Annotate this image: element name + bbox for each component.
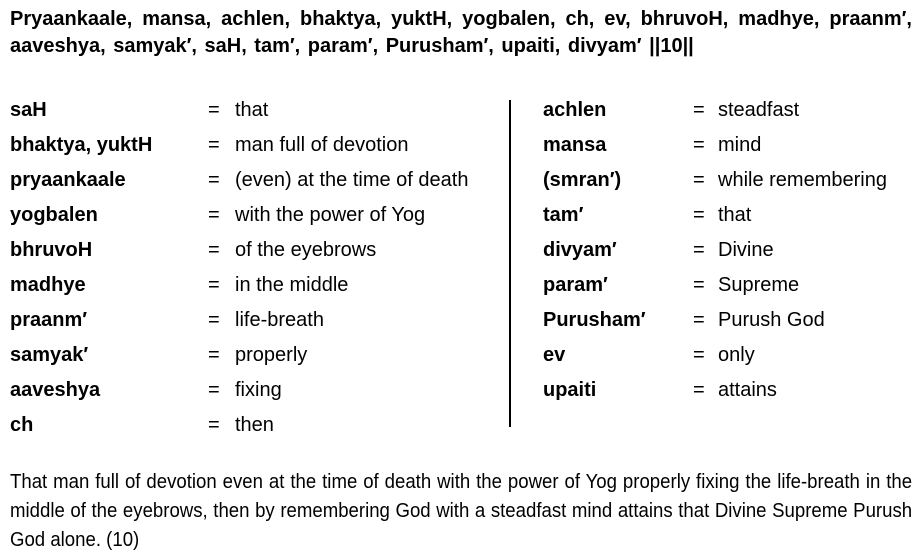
column-divider [509,100,511,427]
gloss-word: param′ [543,274,608,296]
gloss-meaning: fixing [235,379,282,401]
glossary-row [10,306,500,341]
gloss-meaning: steadfast [718,99,800,121]
gloss-word: samyak′ [10,344,89,366]
glossary-row [543,96,913,131]
gloss-word: bhaktya, yuktH [10,134,153,156]
equals-sign: = [208,379,220,401]
glossary-row [543,166,913,201]
gloss-meaning: then [235,414,274,436]
glossary-row [543,131,913,166]
gloss-word: mansa [543,134,607,156]
equals-sign: = [208,239,220,261]
glossary-row [10,341,500,376]
equals-sign: = [208,99,220,121]
gloss-meaning: that [235,99,269,121]
gloss-word: ch [10,414,34,436]
equals-sign: = [693,344,705,366]
equals-sign: = [693,134,705,156]
gloss-word: yogbalen [10,204,98,226]
gloss-meaning: man full of devotion [235,134,409,156]
equals-sign: = [208,204,220,226]
gloss-meaning: that [718,204,752,226]
equals-sign: = [693,239,705,261]
glossary-row [10,96,500,131]
gloss-word: Purusham′ [543,309,646,331]
gloss-word: (smran′) [543,169,622,191]
gloss-meaning: attains [718,379,777,401]
equals-sign: = [693,169,705,191]
verse-number-mark: ||10|| [641,35,694,57]
gloss-meaning: of the eyebrows [235,239,377,261]
gloss-meaning: life-breath [235,309,324,331]
gloss-meaning: mind [718,134,762,156]
gloss-word: aaveshya [10,379,101,401]
equals-sign: = [693,379,705,401]
equals-sign: = [208,414,220,436]
gloss-word: bhruvoH [10,239,93,261]
equals-sign: = [693,99,705,121]
glossary-row [543,306,913,341]
verse-text [10,6,912,60]
equals-sign: = [208,344,220,366]
glossary-left-column [10,96,500,446]
glossary-row [10,411,500,446]
equals-sign: = [208,309,220,331]
gloss-meaning: properly [235,344,308,366]
glossary-row [543,376,913,411]
gloss-meaning: in the middle [235,274,349,296]
gloss-word: pryaankaale [10,169,126,191]
glossary-right-column [543,96,913,411]
glossary-row [543,201,913,236]
glossary-row [10,131,500,166]
glossary-row [543,341,913,376]
verse-words: Pryaankaale, mansa, achlen, bhaktya, yuktH, yogbalen, ch, ev, bhruvoH, madhye, praanm′, aaveshya, samyak′, saH, tam′, param′, Purusham′, upaiti, divyam′ [10,8,912,57]
glossary-row [10,201,500,236]
gloss-word: saH [10,99,47,121]
glossary-row [10,271,500,306]
gloss-word: praanm′ [10,309,88,331]
gloss-meaning: Purush God [718,309,825,331]
gloss-meaning: Supreme [718,274,800,296]
gloss-word: madhye [10,274,86,296]
gloss-word: achlen [543,99,607,121]
glossary-row [10,236,500,271]
gloss-word: divyam′ [543,239,617,261]
glossary-row [10,166,500,201]
gloss-word: upaiti [543,379,597,401]
gloss-meaning: (even) at the time of death [235,169,469,191]
glossary-row [10,376,500,411]
glossary-row [543,271,913,306]
gloss-meaning: while remembering [718,169,887,191]
equals-sign: = [208,274,220,296]
equals-sign: = [208,134,220,156]
equals-sign: = [693,309,705,331]
gloss-meaning: Divine [718,239,774,261]
equals-sign: = [693,274,705,296]
equals-sign: = [693,204,705,226]
gloss-word: tam′ [543,204,584,226]
gloss-meaning: only [718,344,755,366]
glossary-row [543,236,913,271]
gloss-word: ev [543,344,566,366]
gloss-meaning: with the power of Yog [235,204,426,226]
translation-paragraph: That man full of devotion even at the time of death with the power of Yog properly fixing the life-breath in the middle of the eyebrows, then by remembering God with a steadfast mind attains that Divine Supreme Purush God alone. (10) [10,471,913,551]
equals-sign: = [208,169,220,191]
